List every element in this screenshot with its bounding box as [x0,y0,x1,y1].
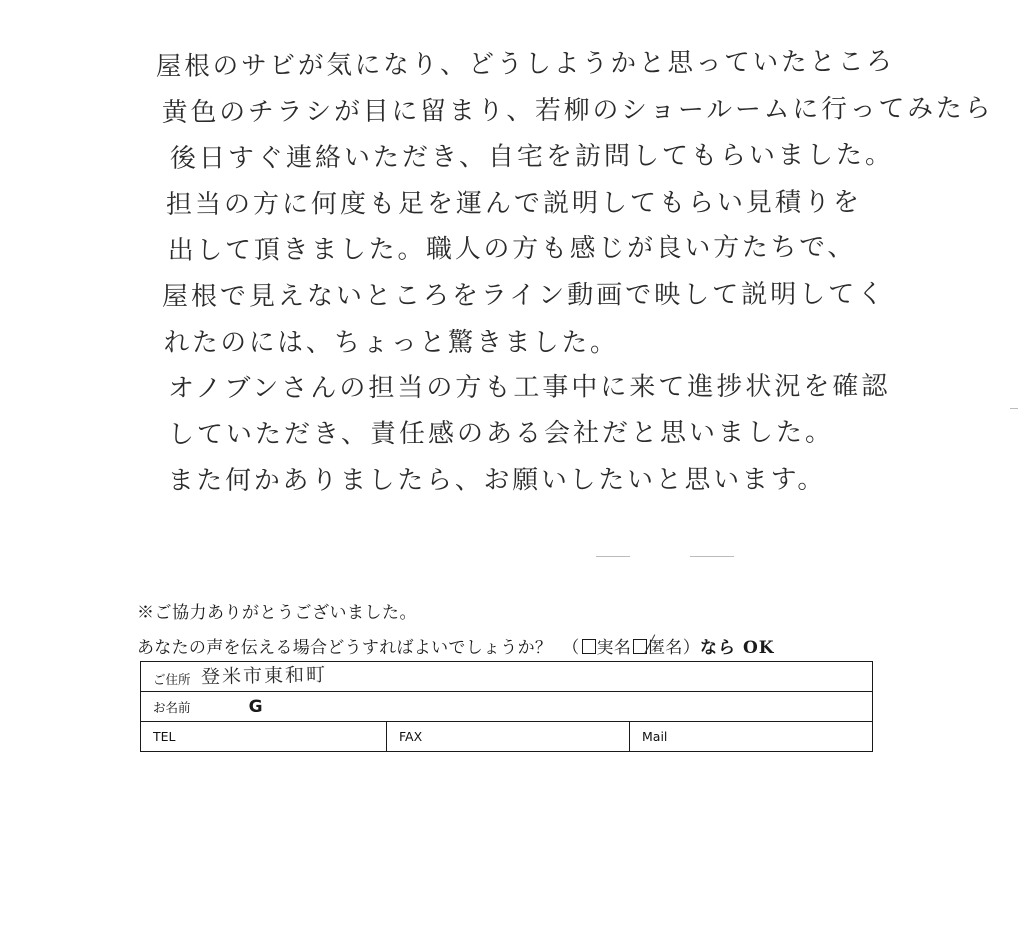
thanks-note: ※ご協力ありがとうございました。 [137,603,417,623]
publish-preference-question [137,633,775,658]
comment-line: 屋根で見えないところをライン動画で映して説明してく [161,279,887,312]
name-field[interactable] [141,692,873,722]
name-label: お名前 [153,699,191,715]
comment-line: 後日すぐ連絡いただき、自宅を訪問してもらいました。 [169,140,895,174]
contact-row [141,722,873,752]
scan-speck [596,556,630,557]
address-field[interactable] [141,662,873,692]
fax-field[interactable] [387,722,630,752]
anonymous-checkbox[interactable] [633,639,647,654]
comment-line: 担当の方に何度も足を運んで説明してもらい見積りを [165,187,863,220]
scan-speck [690,556,734,557]
mail-label: Mail [642,728,668,744]
anonymous-option-label: 匿名 [648,638,683,658]
comment-line: 屋根のサビが気になり、どうしようかと思っていたところ [155,46,895,82]
address-value: 登米市東和町 [200,663,327,689]
comment-line: また何かありましたら、お願いしたいと思います。 [167,464,827,496]
comment-line: れたのには、ちょっと驚きました。 [163,328,619,358]
scan-speck [1010,408,1018,409]
question-text: あなたの声を伝える場合どうすればよいでしょうか？ [137,638,553,658]
name-value: G [248,696,263,717]
comment-line: 黄色のチラシが目に留まり、若柳のショールームに行ってみたら [161,93,994,128]
handwritten-comment [150,44,994,504]
tel-field[interactable] [141,722,387,752]
comment-line: オノブンさんの担当の方も工事中に来て進捗状況を確認 [167,371,891,404]
tel-label: TEL [153,728,176,744]
address-row [141,662,873,692]
contact-info-table [140,661,873,752]
paren-open: （ [562,638,580,658]
paren-close: ） [682,638,701,658]
name-row [141,692,873,722]
comment-line: していただき、責任感のある会社だと思いました。 [167,417,835,450]
ok-suffix: なら OK [700,638,775,658]
fax-label: FAX [399,728,423,744]
comment-line: 出して頂きました。職人の方も感じが良い方たちで、 [167,232,857,266]
mail-field[interactable] [630,722,873,752]
real-name-option-label: 実名 [596,638,632,658]
real-name-checkbox[interactable] [582,639,596,654]
address-label: ご住所 [153,672,191,687]
